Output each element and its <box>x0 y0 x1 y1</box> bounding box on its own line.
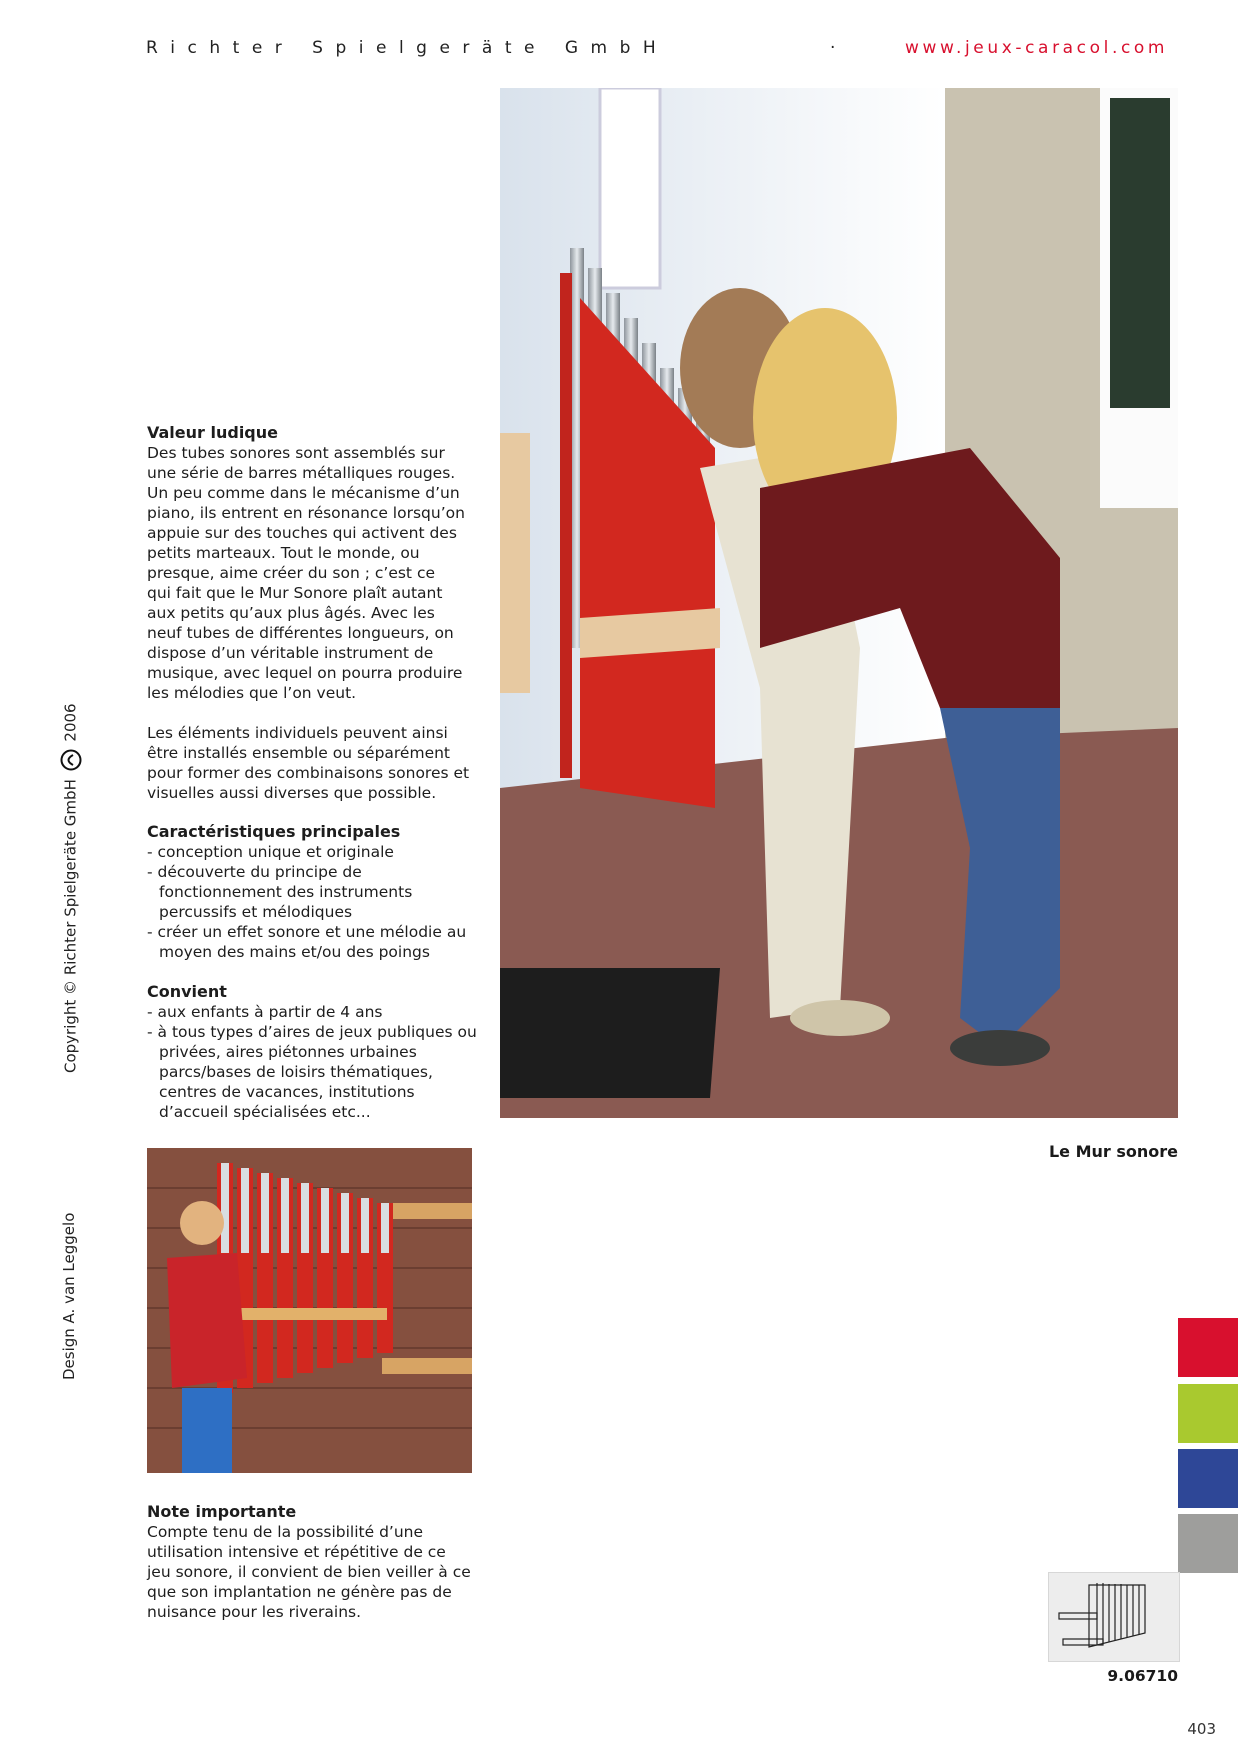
header-url-link[interactable]: www.jeux-caracol.com <box>905 38 1169 58</box>
paragraph: Les éléments individuels peuvent ainsi être installés ensemble ou séparément pour former des combinaisons sonores et visuelles aussi diverses que possible. <box>147 724 470 802</box>
list-item: - à tous types d’aires de jeux publiques ou privées, aires piétonnes urbaines parcs/bases de loisirs thématiques, centres de vacances, institutions d’accueil spécialisées etc... <box>147 1023 477 1121</box>
section-convient <box>147 982 487 1122</box>
paragraph: Des tubes sonores sont assemblés sur une série de barres métalliques rouges. Un peu comme dans le mécanisme d’un piano, ils entrent en résonance lorsqu’on appuie sur des touches qui activent des petits marteaux. Tout le monde, ou presque, aime créer du son ; c’est ce qui fait que le Mur Sonore plaît autant aux petits qu’aux plus âgés. Avec les neuf tubes de différentes longueurs, on dispose d’un véritable instrument de musique, avec lequel on pourra produire les mélodies que l’on veut. <box>147 444 465 702</box>
bullet-list <box>147 1002 487 1122</box>
list-item: - aux enfants à partir de 4 ans <box>147 1003 383 1021</box>
section-note-importante <box>147 1502 487 1622</box>
color-tab-red <box>1178 1318 1238 1377</box>
item-number: 9.06710 <box>1107 1667 1178 1685</box>
color-tab-gray <box>1178 1514 1238 1573</box>
color-tab-green <box>1178 1384 1238 1443</box>
list-item: - découverte du principe de fonctionnement des instruments percussifs et mélodiques <box>147 863 413 921</box>
list-item: - conception unique et originale <box>147 843 394 861</box>
product-line-drawing <box>1048 1572 1180 1662</box>
paragraph: Compte tenu de la possibilité d’une utilisation intensive et répétitive de ce jeu sonore, il convient de bien veiller à ce que son implantation ne génère pas de nuisance pour les riverains. <box>147 1523 471 1621</box>
color-tab-blue <box>1178 1449 1238 1508</box>
main-product-photo <box>500 88 1178 1118</box>
bullet-list <box>147 842 487 962</box>
copyright-vertical <box>60 703 82 1073</box>
section-title: Valeur ludique <box>147 423 278 442</box>
section-title: Note importante <box>147 1502 297 1521</box>
header-separator: · <box>830 38 836 58</box>
header-company: Richter Spielgeräte GmbH <box>146 38 669 58</box>
photo-caption: Le Mur sonore <box>1048 1142 1178 1161</box>
page-number: 403 <box>1187 1720 1216 1738</box>
section-title: Caractéristiques principales <box>147 822 401 841</box>
copyright-year: 2006 <box>61 703 80 742</box>
richter-logo-icon <box>60 749 82 771</box>
section-title: Convient <box>147 982 227 1001</box>
list-item: - créer un effet sonore et une mélodie au moyen des mains et/ou des poings <box>147 923 467 961</box>
copyright-text: Copyright © Richter Spielgeräte GmbH <box>61 779 80 1073</box>
section-caracteristiques <box>147 822 487 962</box>
section-valeur-ludique <box>147 423 487 803</box>
child-photo <box>147 1148 472 1473</box>
designer-credit: Design A. van Leggelo <box>60 1212 78 1380</box>
